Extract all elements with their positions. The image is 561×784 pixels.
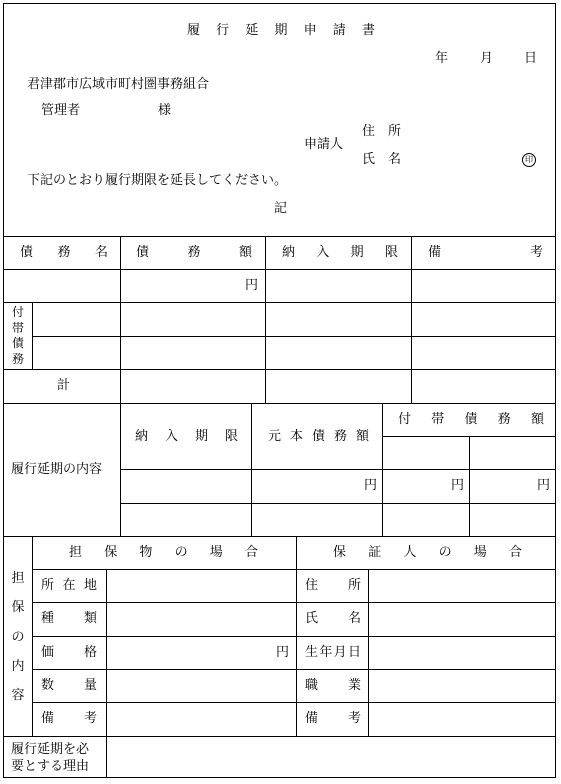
header-char: 額 [355,429,369,444]
rule [3,403,556,404]
rule [411,236,412,403]
header-char: 限 [384,245,398,260]
header-char: 納 [135,429,149,444]
label-char: 月 [333,645,347,660]
header-char: 場 [209,545,223,560]
header-char: 納 [282,245,296,260]
rule [3,269,556,270]
rule [469,436,470,536]
header-char: 債 [311,429,325,444]
debt-header-name [20,246,108,259]
date-year: 年 [435,51,449,66]
debt-header-amount [136,246,252,259]
extension-header-principal [268,430,369,443]
rule [32,536,33,736]
addressee-manager: 管理者 [41,103,81,118]
label-char: 務 [11,351,24,366]
label-char: 類 [83,611,97,626]
header-char: 債 [464,412,478,427]
applicant-label: 申請人 [304,137,344,152]
header-char: 務 [497,412,511,427]
header-char: 元 [268,429,282,444]
title-char: 履 [187,23,201,38]
label-char: 地 [83,578,97,593]
header-char: 額 [238,245,252,260]
form-title [187,24,375,37]
header-char: 債 [136,245,150,260]
header-char: 債 [20,245,34,260]
guarantor-row-label [305,712,361,725]
debt-amount-yen: 円 [245,278,259,293]
guarantor-row-label [305,612,361,625]
label-char: 年 [319,645,333,660]
header-char: 備 [428,245,442,260]
rule [3,236,556,237]
attached-yen-1: 円 [451,478,465,493]
date-month: 月 [480,51,494,66]
rule [120,403,121,536]
collateral-row-label [41,712,97,725]
header-char: の [438,545,452,560]
label-char: 備 [305,711,319,726]
label-char: 備 [41,711,55,726]
rule [3,302,556,303]
label-char: 考 [83,711,97,726]
header-char: 務 [57,245,71,260]
label-char: 種 [41,611,55,626]
label-char: 名 [347,611,361,626]
label-char: 所 [41,578,55,593]
form-border [3,3,556,778]
request-text: 下記のとおり履行期限を延長してください。 [27,173,288,188]
guarantor-row-label [305,646,361,659]
rule [32,602,556,603]
rule [382,403,383,536]
debt-header-remarks [428,246,543,259]
title-char: 請 [332,23,346,38]
header-char: 限 [224,429,238,444]
title-char: 期 [274,23,288,38]
label-char: 業 [347,678,361,693]
applicant-name-label: 氏 名 [362,152,402,167]
rule [296,536,297,736]
ki-mark: 記 [274,201,288,216]
title-char: 書 [361,23,375,38]
label-char: 職 [305,678,319,693]
header-char: 付 [398,412,412,427]
collateral-row-label [41,646,97,659]
collateral-row-label [41,579,97,592]
label-char: 日 [347,645,361,660]
total-label: 計 [57,378,71,393]
reason-label-line1: 履行延期を必 [11,742,90,757]
rule [3,736,556,737]
label-char: 数 [41,678,55,693]
label-char: 氏 [305,611,319,626]
header-char: 帯 [431,412,445,427]
header-char: 考 [529,245,543,260]
debt-header-due [282,246,398,259]
seal-mark: 印 [522,153,536,167]
extension-label: 履行延期の内容 [11,462,103,477]
header-char: 額 [530,412,544,427]
addressee-honorific: 様 [158,103,172,118]
rule [120,236,121,403]
collateral-price-yen: 円 [276,645,290,660]
header-char: 合 [508,545,522,560]
label-char: の [11,629,25,645]
label-char: 価 [41,645,55,660]
header-char: 人 [403,545,417,560]
rule [32,669,556,670]
rule [3,369,556,370]
label-char: 住 [305,578,319,593]
label-char: 内 [11,658,25,674]
header-char: 本 [289,429,303,444]
reason-label-line2: 要とする理由 [11,759,90,774]
rule [32,702,556,703]
label-char: 所 [347,578,361,593]
extension-header-due [135,430,238,443]
rule [3,536,556,537]
header-char: 合 [244,545,258,560]
label-char: 保 [11,600,25,616]
header-char: 期 [194,429,208,444]
rule [106,736,107,778]
label-char: 格 [83,645,97,660]
rule [120,469,556,470]
addressee-org: 君津郡市広域市町村圏事務組合 [27,77,210,92]
header-char: の [174,545,188,560]
title-char: 延 [245,23,259,38]
rule [251,403,252,536]
header-char: 証 [368,545,382,560]
rule [120,503,556,504]
extension-header-attached [398,413,544,426]
header-char: 名 [94,245,108,260]
header-char: 入 [164,429,178,444]
rule [32,569,556,570]
rule [368,569,369,736]
rule [106,569,107,736]
collateral-title [69,546,258,559]
guarantor-title [333,546,522,559]
date-day: 日 [524,51,538,66]
guarantor-row-label [305,679,361,692]
label-char: 帯 [11,320,24,335]
header-char: 務 [333,429,347,444]
rule [265,236,266,403]
header-char: 務 [187,245,201,260]
label-char: 在 [62,578,76,593]
title-char: 申 [303,23,317,38]
header-char: 保 [333,545,347,560]
attached-yen-2: 円 [537,478,551,493]
header-char: 期 [350,245,364,260]
label-char: 考 [347,711,361,726]
attached-debt-label [11,306,25,365]
principal-yen: 円 [364,478,378,493]
label-char: 債 [11,336,24,351]
guarantor-row-label [305,579,361,592]
header-char: 保 [104,545,118,560]
label-char: 生 [305,645,319,660]
label-char: 容 [11,688,25,703]
label-char: 付 [11,305,24,319]
rule [32,302,33,369]
header-char: 担 [69,545,83,560]
header-char: 場 [473,545,487,560]
applicant-address-label: 住 所 [362,124,402,139]
security-label [11,572,25,702]
rule [32,636,556,637]
collateral-row-label [41,679,97,692]
header-char: 物 [139,545,153,560]
collateral-row-label [41,612,97,625]
rule [32,336,556,337]
label-char: 担 [11,571,25,586]
label-char: 量 [83,678,97,693]
header-char: 入 [316,245,330,260]
title-char: 行 [216,23,230,38]
